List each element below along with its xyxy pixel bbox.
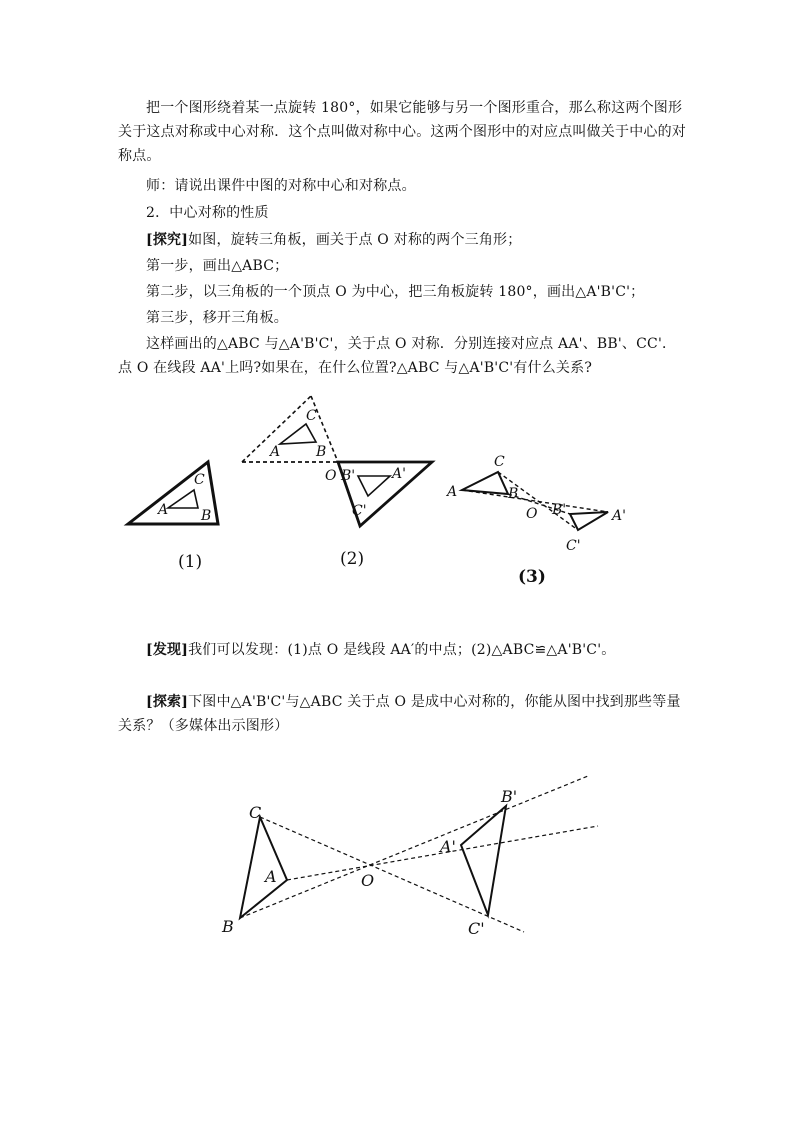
fig1-label-b: B: [201, 508, 212, 524]
search-text: 下图中△A'B'C'与△ABC 关于点 O 是成中心对称的，你能从图中找到那些等量关系？（多媒体出示图形）: [118, 694, 681, 734]
fig3-label-b: B: [508, 486, 519, 502]
fig2-label-b: B: [316, 444, 327, 460]
caption-2: (2): [340, 549, 365, 569]
label-o: O: [361, 871, 375, 890]
definition-paragraph: 把一个图形绕着某一点旋转 180°，如果它能够与另一个图形重合，那么称这两个图形关于这点对称或中心对称．这个点叫做对称中心。这两个图形中的对应点叫做关于中心的对称点。: [118, 100, 686, 164]
fig1-label-a: A: [158, 502, 169, 518]
label-c: C: [249, 803, 262, 822]
label-a: A: [265, 867, 277, 886]
step-2: 第二步，以三角板的一个顶点 O 为中心，把三角板旋转 180°，画出△A'B'C'；: [146, 284, 645, 300]
fig2-label-a1: A': [392, 466, 406, 482]
discover-text: 我们可以发现：(1)点 O 是线段 AA′的中点；(2)△ABC≌△A'B'C'。: [188, 642, 616, 658]
explore-tag: [探究]: [146, 232, 189, 248]
fig2-label-c: C: [306, 408, 317, 424]
fig3-label-c1: C': [566, 538, 581, 554]
dashed-line-cc1: [260, 817, 524, 932]
label-b1: B': [501, 787, 518, 806]
label-a1: A': [440, 837, 456, 856]
explore-text: 如图，旋转三角板，画关于点 O 对称的两个三角形；: [188, 232, 522, 248]
search-tag: [探索]: [146, 694, 189, 710]
section-heading: 2．中心对称的性质: [146, 205, 269, 221]
step-1: 第一步，画出△ABC；: [146, 258, 289, 274]
fig2-label-a: A: [270, 444, 281, 460]
fig2-label-o: O: [325, 468, 337, 484]
label-c1: C': [468, 919, 485, 938]
fig2-label-c1: C': [352, 503, 367, 519]
triangle-a1b1c1: [461, 806, 506, 915]
fig3-label-a: A: [447, 484, 458, 500]
question-paragraph: 这样画出的△ABC 与△A'B'C'，关于点 O 对称．分别连接对应点 AA'、BB'、CC'．点 O 在线段 AA'上吗?如果在，在什么位置?△ABC 与△A'B'C'有什么关系?: [118, 336, 677, 376]
step-3: 第三步，移开三角板。: [146, 310, 288, 326]
fig1-label-c: C: [194, 472, 205, 488]
triangle-abc: [240, 817, 287, 918]
dashed-line-bb1: [240, 776, 588, 918]
caption-3: (3): [518, 567, 546, 587]
caption-1: (1): [178, 552, 203, 572]
teacher-prompt: 师：请说出课件中图的对称中心和对称点。: [146, 178, 416, 194]
discover-tag: [发现]: [146, 642, 189, 658]
fig3-label-b1: B': [552, 502, 567, 518]
fig3-label-a1: A': [612, 508, 626, 524]
fig3-label-o: O: [526, 506, 538, 522]
fig3-label-c: C: [494, 454, 505, 470]
fig2-label-b1: B': [341, 468, 356, 484]
label-b: B: [222, 917, 234, 936]
